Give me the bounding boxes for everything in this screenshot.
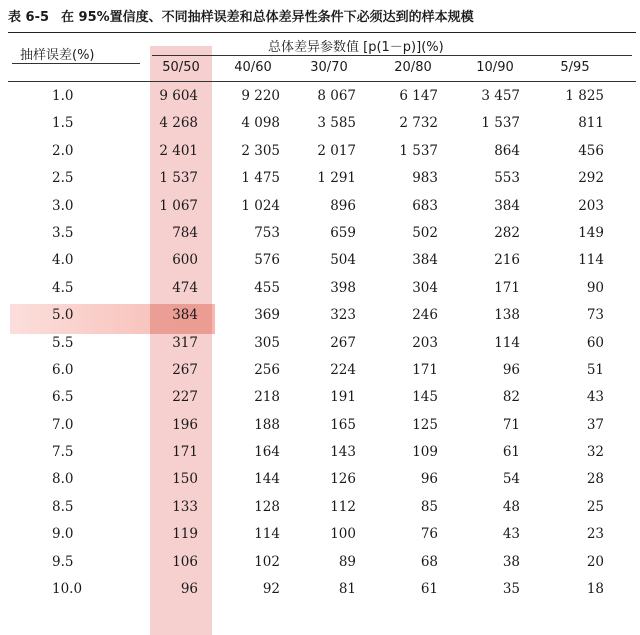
sample-size-cell: 92 xyxy=(262,581,280,598)
table-row xyxy=(0,413,640,440)
sample-size-cell: 576 xyxy=(254,252,280,269)
sample-size-cell: 196 xyxy=(172,416,198,433)
sample-size-cell: 171 xyxy=(494,279,520,296)
sample-size-cell: 150 xyxy=(172,471,198,488)
sampling-error-cell: 9.0 xyxy=(52,526,74,543)
sample-size-cell: 384 xyxy=(172,307,198,324)
table-body xyxy=(0,84,640,604)
sampling-error-cell: 1.0 xyxy=(52,88,74,104)
sample-size-cell: 305 xyxy=(254,334,280,351)
table-number: 表 6-5 xyxy=(8,10,50,25)
sample-size-cell: 100 xyxy=(330,526,356,543)
table-row xyxy=(0,385,640,412)
sample-size-cell: 4 098 xyxy=(241,115,280,132)
table-row xyxy=(0,358,640,385)
sample-size-cell: 1 825 xyxy=(565,88,604,104)
table-row xyxy=(0,276,640,303)
sample-size-cell: 203 xyxy=(578,197,604,214)
sampling-error-cell: 6.5 xyxy=(52,389,74,406)
sample-size-cell: 32 xyxy=(586,444,604,461)
table-row xyxy=(0,577,640,604)
sample-size-cell: 2 401 xyxy=(159,142,198,159)
sample-size-cell: 18 xyxy=(586,581,604,598)
top-rule xyxy=(8,32,636,33)
sample-size-cell: 659 xyxy=(330,224,356,241)
sample-size-cell: 61 xyxy=(502,444,520,461)
sampling-error-cell: 3.0 xyxy=(52,197,74,214)
sample-size-cell: 398 xyxy=(330,279,356,296)
sample-size-cell: 73 xyxy=(586,307,604,324)
sample-size-cell: 304 xyxy=(412,279,438,296)
sample-size-cell: 35 xyxy=(502,581,520,598)
sample-size-cell: 188 xyxy=(254,416,280,433)
sample-size-cell: 112 xyxy=(330,498,356,515)
column-header: 10/90 xyxy=(476,60,514,75)
table-caption: 在 95%置信度、不同抽样误差和总体差异性条件下必须达到的样本规模 xyxy=(61,10,474,25)
sampling-error-cell: 1.5 xyxy=(52,115,74,132)
sample-size-cell: 164 xyxy=(254,444,280,461)
sample-size-cell: 106 xyxy=(172,553,198,570)
sample-size-cell: 2 017 xyxy=(317,142,356,159)
sample-size-cell: 125 xyxy=(412,416,438,433)
table-row xyxy=(0,166,640,193)
sample-size-cell: 23 xyxy=(586,526,604,543)
sample-size-cell: 896 xyxy=(330,197,356,214)
sample-size-cell: 1 067 xyxy=(159,197,198,214)
sample-size-cell: 455 xyxy=(254,279,280,296)
sample-size-cell: 282 xyxy=(494,224,520,241)
row-header: 抽样误差(%) xyxy=(20,48,95,63)
table-row xyxy=(0,111,640,138)
column-headers xyxy=(0,60,640,80)
sample-size-cell: 753 xyxy=(254,224,280,241)
sampling-error-cell: 7.5 xyxy=(52,444,74,461)
sample-size-cell: 145 xyxy=(412,389,438,406)
sampling-error-cell: 5.5 xyxy=(52,334,74,351)
sampling-error-cell: 2.0 xyxy=(52,142,74,159)
sample-size-cell: 2 305 xyxy=(241,142,280,159)
sample-size-cell: 48 xyxy=(502,498,520,515)
sample-size-cell: 811 xyxy=(578,115,604,132)
table-row xyxy=(0,331,640,358)
sampling-error-cell: 4.0 xyxy=(52,252,74,269)
sample-size-cell: 2 732 xyxy=(399,115,438,132)
sampling-error-cell: 8.0 xyxy=(52,471,74,488)
sampling-error-cell: 5.0 xyxy=(52,307,74,324)
sample-size-cell: 317 xyxy=(172,334,198,351)
sample-size-cell: 61 xyxy=(420,581,438,598)
sample-size-cell: 54 xyxy=(502,471,520,488)
sample-size-cell: 4 268 xyxy=(159,115,198,132)
table-row xyxy=(0,495,640,522)
sample-size-cell: 1 475 xyxy=(241,170,280,187)
sample-size-cell: 81 xyxy=(338,581,356,598)
sample-size-cell: 323 xyxy=(330,307,356,324)
sample-size-cell: 983 xyxy=(412,170,438,187)
table-row xyxy=(0,440,640,467)
table-row xyxy=(0,84,640,111)
sample-size-cell: 114 xyxy=(494,334,520,351)
sample-size-cell: 171 xyxy=(172,444,198,461)
table-row xyxy=(0,303,640,330)
column-header: 20/80 xyxy=(394,60,432,75)
table-row xyxy=(0,550,640,577)
sample-size-cell: 246 xyxy=(412,307,438,324)
table-row xyxy=(0,139,640,166)
sample-size-cell: 474 xyxy=(172,279,198,296)
sample-size-cell: 502 xyxy=(412,224,438,241)
sample-size-cell: 20 xyxy=(586,553,604,570)
sample-size-cell: 504 xyxy=(330,252,356,269)
sample-size-cell: 60 xyxy=(586,334,604,351)
table-row xyxy=(0,467,640,494)
sample-size-cell: 38 xyxy=(502,553,520,570)
sampling-error-cell: 3.5 xyxy=(52,224,74,241)
sample-size-cell: 3 457 xyxy=(481,88,520,104)
sample-size-cell: 25 xyxy=(586,498,604,515)
sample-size-cell: 126 xyxy=(330,471,356,488)
sample-size-cell: 96 xyxy=(180,581,198,598)
sample-size-cell: 28 xyxy=(586,471,604,488)
sample-size-cell: 9 604 xyxy=(159,88,198,104)
sample-size-cell: 369 xyxy=(254,307,280,324)
sample-size-cell: 114 xyxy=(578,252,604,269)
sampling-error-cell: 6.0 xyxy=(52,361,74,378)
sample-size-cell: 1 291 xyxy=(317,170,356,187)
sample-size-cell: 149 xyxy=(578,224,604,241)
header-rule xyxy=(8,81,636,82)
sample-size-cell: 227 xyxy=(172,389,198,406)
sample-size-cell: 37 xyxy=(586,416,604,433)
sample-size-cell: 3 585 xyxy=(317,115,356,132)
sampling-error-cell: 2.5 xyxy=(52,170,74,187)
sampling-error-cell: 7.0 xyxy=(52,416,74,433)
table-row xyxy=(0,221,640,248)
sample-size-cell: 82 xyxy=(502,389,520,406)
sample-size-cell: 191 xyxy=(330,389,356,406)
sample-size-cell: 43 xyxy=(586,389,604,406)
sample-size-cell: 138 xyxy=(494,307,520,324)
sample-size-cell: 68 xyxy=(420,553,438,570)
sampling-error-cell: 9.5 xyxy=(52,553,74,570)
sample-size-cell: 89 xyxy=(338,553,356,570)
sample-size-cell: 96 xyxy=(502,361,520,378)
sample-size-cell: 171 xyxy=(412,361,438,378)
sample-size-cell: 8 067 xyxy=(317,88,356,104)
sample-size-cell: 114 xyxy=(254,526,280,543)
sample-size-cell: 553 xyxy=(494,170,520,187)
column-header: 30/70 xyxy=(310,60,348,75)
sample-size-cell: 6 147 xyxy=(399,88,438,104)
sample-size-cell: 43 xyxy=(502,526,520,543)
group-rule xyxy=(152,55,632,56)
sample-size-cell: 784 xyxy=(172,224,198,241)
sample-size-cell: 292 xyxy=(578,170,604,187)
sample-size-cell: 90 xyxy=(586,279,604,296)
sampling-error-cell: 10.0 xyxy=(52,581,83,598)
column-header: 40/60 xyxy=(234,60,272,75)
sample-size-cell: 384 xyxy=(412,252,438,269)
sample-size-cell: 128 xyxy=(254,498,280,515)
table-row xyxy=(0,248,640,275)
sample-size-cell: 9 220 xyxy=(241,88,280,104)
sample-size-cell: 96 xyxy=(420,471,438,488)
sample-size-cell: 683 xyxy=(412,197,438,214)
sample-size-cell: 256 xyxy=(254,361,280,378)
sample-size-cell: 864 xyxy=(494,142,520,159)
sampling-error-cell: 4.5 xyxy=(52,279,74,296)
sample-size-cell: 456 xyxy=(578,142,604,159)
sample-size-cell: 1 537 xyxy=(159,170,198,187)
sample-size-cell: 1 537 xyxy=(481,115,520,132)
sample-size-cell: 102 xyxy=(254,553,280,570)
sample-size-cell: 203 xyxy=(412,334,438,351)
sample-size-cell: 144 xyxy=(254,471,280,488)
sample-size-cell: 109 xyxy=(412,444,438,461)
sampling-error-cell: 8.5 xyxy=(52,498,74,515)
sample-size-cell: 218 xyxy=(254,389,280,406)
sample-size-cell: 267 xyxy=(330,334,356,351)
table-row xyxy=(0,522,640,549)
sample-size-cell: 216 xyxy=(494,252,520,269)
table-title xyxy=(8,6,474,25)
sample-size-cell: 119 xyxy=(172,526,198,543)
sample-size-cell: 51 xyxy=(586,361,604,378)
sample-size-cell: 143 xyxy=(330,444,356,461)
sample-size-cell: 384 xyxy=(494,197,520,214)
sample-size-cell: 133 xyxy=(172,498,198,515)
sample-size-cell: 71 xyxy=(502,416,520,433)
column-header: 5/95 xyxy=(560,60,590,75)
sample-size-cell: 267 xyxy=(172,361,198,378)
sample-size-cell: 85 xyxy=(420,498,438,515)
column-header: 50/50 xyxy=(162,60,200,75)
sample-size-cell: 1 024 xyxy=(241,197,280,214)
sample-size-cell: 76 xyxy=(420,526,438,543)
sample-size-cell: 600 xyxy=(172,252,198,269)
table-row xyxy=(0,194,640,221)
sample-size-cell: 224 xyxy=(330,361,356,378)
sample-size-cell: 1 537 xyxy=(399,142,438,159)
group-header: 总体差异参数值 [p(1－p)](%) xyxy=(268,40,444,55)
sample-size-cell: 165 xyxy=(330,416,356,433)
